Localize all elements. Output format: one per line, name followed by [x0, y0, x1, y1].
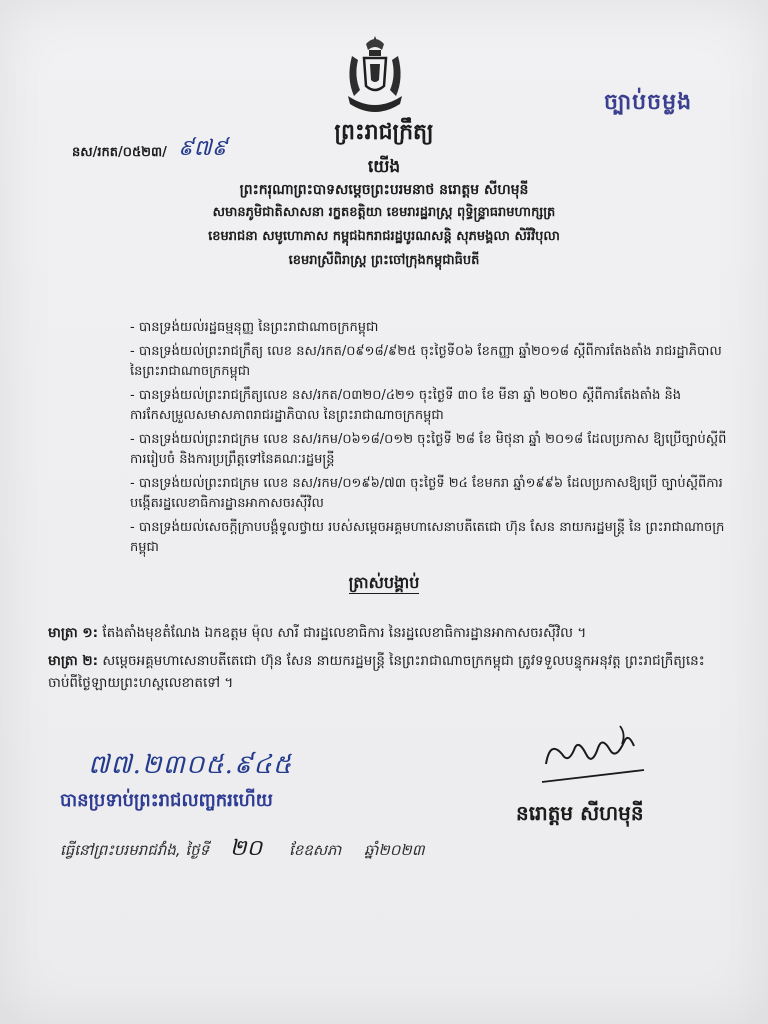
article-2	[48, 650, 738, 694]
decision-heading	[0, 572, 768, 596]
royal-title-line-3: ខេមរាជនា សមូហោភាស កម្ពុជឯករាជរដ្ឋបូរណសន្តិ សុភមង្គលា សិរីវិបុលា	[208, 229, 560, 244]
article-label: មាត្រា ២:	[48, 653, 99, 669]
article-1	[48, 622, 738, 644]
consideration-item: - បានទ្រង់យល់ព្រះរាជក្រម លេខ នស/រកម/០៦១៨/០១២ ចុះថ្ងៃទី ២៨ ខែ មិថុនា ឆ្នាំ ២០១៨ ដែលប្រកាស ឱ្យប្រើច្បាប់ស្តីពីការរៀបចំ និងការប្រព្រឹត្តទៅនៃគណៈរដ្ឋមន្ត្រី	[130, 432, 727, 467]
royal-signature	[540, 720, 650, 790]
preamble-we: យើង	[367, 157, 401, 177]
royal-title-line-2: សមានភូមិជាតិសាសនា រក្ខតខត្តិយា ខេមរារដ្ឋរាស្ត្រ ពុទ្ធិន្ទ្រាធរាមហាក្សត្រ	[212, 205, 556, 220]
issued-prefix: ធ្វើនៅព្រះបរមរាជវាំង, ថ្ងៃទី	[60, 841, 210, 859]
issued-month: ខែឧសភា	[288, 841, 342, 859]
consideration-item: - បានទ្រង់យល់រដ្ឋធម្មនុញ្ញ នៃព្រះរាជាណាចក្រកម្ពុជា	[130, 320, 379, 335]
article-text: សម្តេចអគ្គមហាសេនាបតីតេជោ ហ៊ុន សែន នាយករដ្ឋមន្ត្រី នៃព្រះរាជាណាចក្រកម្ពុជា ត្រូវទទួលបន្ទុកអនុវត្ត ព្រះរាជក្រឹត្យនេះ ចាប់ពីថ្ងៃឡាយព្រះហស្តលេខាតទៅ ។	[48, 653, 705, 691]
issued-place-date	[60, 834, 425, 866]
consideration-item: - បានទ្រង់យល់ព្រះរាជក្រម លេខ នស/រកម/០១៩៦/៧៣ ចុះថ្ងៃទី ២៤ ខែមករា ឆ្នាំ១៩៩៦ ដែលប្រកាសឱ្យប្រើ ច្បាប់ស្តីពីការបង្កើតរដ្ឋលេខាធិការដ្ឋានអាកាសចរស៊ីវិល	[130, 476, 723, 511]
reference-handwritten: ៩៧៩	[178, 136, 228, 161]
decision-heading-text: ត្រាស់បង្គាប់	[348, 573, 420, 592]
consideration-item: - បានទ្រង់យល់សេចក្តីក្រាបបង្គំទូលថ្វាយ របស់សម្តេចអគ្គមហាសេនាបតីតេជោ ហ៊ុន សែន នាយករដ្ឋមន្ត្រី នៃ ព្រះរាជាណាចក្រកម្ពុជា	[130, 520, 725, 555]
signer-name: នរោត្តម សីហមុនី	[516, 801, 644, 825]
copied-seal-note: បានប្រទាប់ព្រះរាជលញ្ចករហើយ	[60, 790, 273, 811]
reference-number: នស/រកត/០៥២៣/	[72, 145, 167, 160]
article-label: មាត្រា ១:	[48, 625, 99, 641]
consideration-item: - បានទ្រង់យល់ព្រះរាជក្រឹត្យលេខ នស/រកត/០៣២០/៤២១ ចុះថ្ងៃទី ៣០ ខែ មីនា ឆ្នាំ ២០២០ ស្តីពីការតែងតាំង និងការកែសម្រួលសមាសភាពរាជរដ្ឋាភិបាល នៃព្រះរាជាណាចក្រកម្ពុជា	[130, 388, 682, 423]
article-text: តែងតាំងមុខតំណែង ឯកឧត្តម ម៉ុល សារី ជារដ្ឋលេខាធិការ នៃរដ្ឋលេខាធិការដ្ឋានអាកាសចរស៊ីវិល ។	[102, 625, 587, 641]
issued-year: ឆ្នាំ២០២៣	[364, 841, 425, 859]
considerations-list	[130, 318, 730, 562]
royal-title-line-4: ខេមរាស្រីពិរាស្ត្រ ព្រះចៅក្រុងកម្ពុជាធិបតី	[288, 253, 480, 268]
copy-stamp: ច្បាប់ចម្លង	[604, 90, 693, 115]
consideration-item: - បានទ្រង់យល់ព្រះរាជក្រឹត្យ លេខ នស/រកត/០៩១៨/៩២៥ ចុះថ្ងៃទី០៦ ខែកញ្ញា ឆ្នាំ២០១៨ ស្តីពីការតែងតាំង រាជរដ្ឋាភិបាល នៃព្រះរាជាណាចក្រកម្ពុជា	[130, 344, 722, 379]
issued-day: ២០	[229, 836, 263, 861]
royal-coat-of-arms-icon	[342, 34, 408, 120]
document-title: ព្រះរាជក្រឹត្យ	[334, 120, 434, 145]
handwritten-registration-number: ៧៧.២៣០៥.៩៤៥	[88, 750, 293, 780]
royal-title-line-1: ព្រះករុណាព្រះបាទសម្តេចព្រះបរមនាថ នរោត្តម សីហមុនី	[239, 182, 529, 198]
